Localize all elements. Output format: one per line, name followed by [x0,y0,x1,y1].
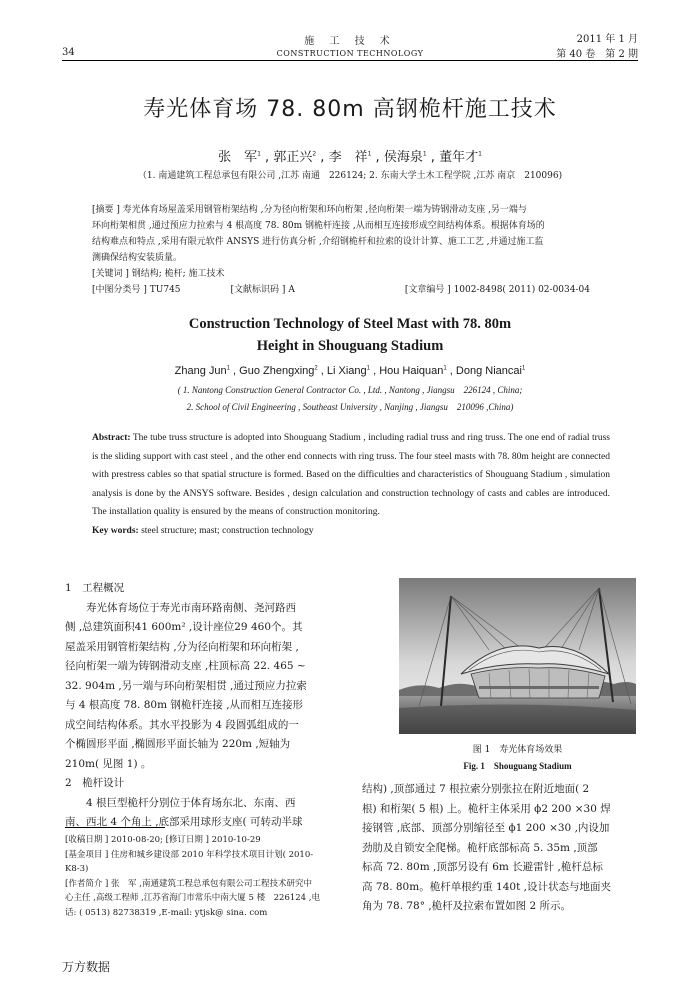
paper-title-en: Construction Technology of Steel Mast with 78. 80m Height in Shouguang Stadium [188,316,512,354]
footnotes: [收稿日期 ] 2010-08-20; [修订日期 ] 2010-10-29 [基金项目 ] 住房和城乡建设部 2010 年科学技术项目计划( 2010- K8-3) [作者简介 ] 张 军 ,南通建筑工程总承包有限公司工程技术研究中 心主任 ,高级工程师 ,江苏省海门市常乐中南大厦 5 楼 226124 ,电 话: ( 0513) 82738319 ,E-mail: ytjsk@ sina. com [65,833,350,920]
journal-name-en: CONSTRUCTION TECHNOLOGY [276,49,424,58]
author: 张 军$^1$ [218,150,261,165]
author: 侯海泉$^1$ [383,150,427,165]
affiliations: （1. 南通建筑工程总承包有限公司 ,江苏 南通 226124; 2. 东南大学土木工程学院 ,江苏 南京 210096) [137,171,563,181]
journal-name-cn: 施 工 技 术 [304,36,396,47]
issue-info [556,32,638,62]
paper-title: 寿光体育场 78. 80m 高钢桅杆施工技术 [143,97,557,122]
page-number: 34 [62,47,75,58]
section-paragraph-cont: 侧 ,总建筑面积41 600m² ,设计座位29 460个。其 屋盖采用钢管桁架结构 ,分为径向桁架和环向桁架 , 径向桁架一端为铸钢滑动支座 ,柱顶标高 22. 465 ~ 32. 904m ,另一端与环向桁架相贯 ,通过预应力拉索 与 4 根高度 78. 80m 钢桅杆连接 ,从而相互连接形 成空间结构体系。其水平投影为 4 段圆弧组成的一 个椭圆形平面 ,椭圆形平面长轴为 220m ,短轴为 210m( 见图 1) 。 [65,621,307,770]
abstract-cn: [摘要 ] 寿光体育场屋盖采用钢管桁架结构 ,分为径向桁架和环向桁架 ,径向桁架一端为铸钢滑动支座 ,另一端与 环向桁架相贯 ,通过预应力拉索与 4 根高度 78. 80m 钢桅杆连接 ,从而相互连接形成空间结构体系。根据体育场的 结构难点和特点 ,采用有限元软件 ANSYS 进行仿真分析 ,介绍钢桅杆和拉索的设计计算、施工工艺 ,并通过施工监 测确保结构安装质量。 [关键词 ] 钢结构; 桅杆; 施工技术 [中图分类号 ] TU745 [文献标识码 ] A [文章编号 ] 1002-8498( 2011) 02-0034-04 [92,202,612,298]
footnote-rule [65,827,165,828]
author-list: 张 军$^1$ , 郭正兴$^2$ , 李 祥$^1$ , 侯海泉$^1$ , 董年才$^1$ [218,150,482,165]
figure-caption-cn: 图 1 寿光体育场效果 [472,745,563,755]
section-heading: 1 工程概况 [65,582,125,594]
watermark: 万方数据 [62,960,111,974]
author: 李 祥$^1$ [328,150,372,165]
author-list-en: Zhang Jun$^1$ , Guo Zhengxing$^2$ , Li Xiang$^1$ , Hou Haiquan$^1$ , Dong Niancai$^1$ [174,365,526,377]
fund-info: [基金项目 ] 住房和城乡建设部 2010 年科学技术项目计划( 2010- [65,849,314,860]
abstract-label: [摘要 ] [92,205,120,215]
journal-header [250,32,450,58]
stadium-figure [399,578,636,734]
abstract-en: Abstract: The tube truss structure is adopted into Shouguang Stadium , including radial truss and ring truss. The one end of radial truss is the sliding support with cast steel , and the other end connects with ring truss. The four steel masts with 78. 80m height are connected with prestress cables so that spatial structure is formed. Based on the difficulties and characteristics of Shouguang Stadium , simulation analysis is done by the ANSYS software. Besides , design calculation and construction technology of casts and cables are introduced. The installation quality is ensured by the means of construction monitoring. Key words: steel structure; mast; construction technology [92,429,610,541]
author: 郭正兴$^2$ [273,150,317,165]
header-rule [62,60,638,61]
body-right-column: 结构) ,顶部通过 7 根拉索分别张拉在附近地面( 2 根) 和桁架( 5 根) 上。桅杆主体采用 ϕ2 200 ×30 焊 接钢管 ,底部、顶部分别缩径至 ϕ1 200 ×30 ,内设加 劲肋及自锁安全爬梯。桅杆底部标高 5. 35m ,顶部 标高 72. 80m ,顶部另设有 6m 长避雷针 ,桅杆总标 高 78. 80m。桅杆单根约重 140t ,设计状态与地面夹 角为 78. 78° ,桅杆及拉索布置如图 2 所示。 [362,783,611,912]
body-left-column [65,579,337,833]
author-bio: [作者简介 ] 张 军 ,南通建筑工程总承包有限公司工程技术研究中 [65,878,312,889]
section-paragraph: 寿光体育场位于寿光市南环路南侧、尧河路西 [86,601,296,614]
keywords-cn: [关键词 ] 钢结构; 桅杆; 施工技术 [92,269,225,279]
issue-volume: 第 40 卷 第 2 期 [556,49,638,60]
issue-date: 2011 年 1 月 [576,34,638,45]
section-heading: 2 桅杆设计 [65,777,125,789]
affiliations-en: ( 1. Nantong Construction General Contractor Co. , Ltd. , Nantong , Jiangsu 226124 , China; 2. School of Civil Engineering , Southeast University , Nanjing , Jiangsu 210096 ,China) [177,385,523,412]
figure-caption-en: Fig. 1 Shouguang Stadium [463,761,572,771]
section-paragraph: 4 根巨型桅杆分别位于体育场东北、东南、西 南、西北 4 个角上 ,底部采用球形支座( 可转动半球 [65,796,303,828]
keywords-en: Key words: steel structure; mast; construction technology [92,525,314,536]
received-date: [收稿日期 ] 2010-08-20; [修订日期 ] 2010-10-29 [65,835,261,845]
author: 董年才$^1$ [439,150,482,165]
classification-line: [中图分类号 ] TU745 [文献标识码 ] A [文章编号 ] 1002-8498( 2011) 02-0034-04 [92,285,590,295]
